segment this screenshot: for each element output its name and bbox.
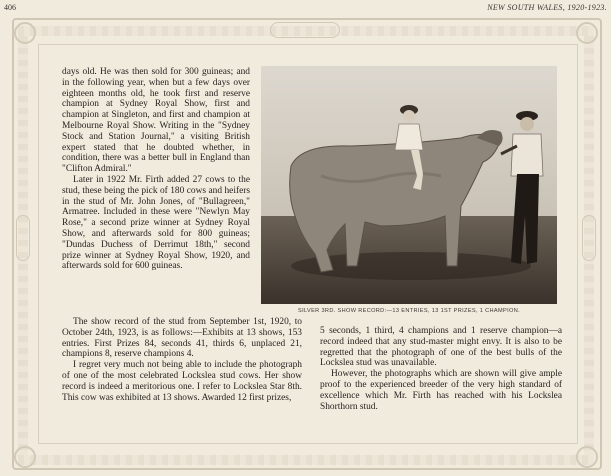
paragraph: The show record of the stud from September 1st, 1920, to October 24th, 1923, is as follows:—Exhibits at 13 shows, 153 entries. First Prizes 84, seconds 41, thirds 6, unplaced 21, champions 8, reserve champions 4.	[62, 317, 302, 360]
running-title: NEW SOUTH WALES, 1920-1923.	[487, 3, 607, 12]
left-column-text	[62, 67, 250, 272]
running-head	[4, 3, 607, 13]
paragraph: I regret very much not being able to include the photograph of one of the most celebrated Lockslea stud cows. Her show record is indeed a meritorious one. I refer to Lockslea Star 8th. This cow was exhibited at 13 shows. Awarded 12 first prizes,	[62, 360, 302, 403]
bottom-left-column-text	[62, 317, 302, 403]
bottom-right-column-text	[320, 326, 562, 412]
cow-photograph	[261, 66, 557, 304]
border-ornament-bottom	[18, 455, 594, 465]
side-ornament	[582, 215, 596, 261]
paragraph: days old. He was then sold for 300 guineas; and in the following year, when but a few days over eighteen months old, he took first and reserve champion at Sydney Royal Show, first and champion at Singleton, and first and champion at Melbourne Royal Show. Writing in the "Sydney Stock and Station Journal," a visiting British expert stated that he doubted whether, in condition, there was a better bull in England than "Clifton Admiral."	[62, 67, 250, 175]
side-ornament	[16, 215, 30, 261]
paragraph: However, the photographs which are shown will give ample proof to the experienced breeder of the very high standard of excellence which Mr. Firth has reached with his Lockslea Shorthorn stud.	[320, 369, 562, 412]
photo-caption: SILVER 3RD. SHOW RECORD:—13 ENTRIES, 13 1ST PRIZES, 1 CHAMPION.	[297, 308, 521, 314]
page-number: 406	[4, 3, 16, 12]
corner-ornament	[14, 22, 36, 44]
corner-ornament	[576, 22, 598, 44]
paragraph: Later in 1922 Mr. Firth added 27 cows to the stud, these being the pick of 180 cows and heifers in the stud of Mr. John Jones, of "Bullagreen," Armatree. Included in these were "Newlyn May Rose," a second prize winner at Sydney Royal Show, and afterwards sold for 800 guineas; "Dundas Duchess of Derrimut 18th," second prize winner at Sydney Royal Show, 1920, and afterwards sold for 600 guineas.	[62, 174, 250, 272]
corner-ornament	[14, 446, 36, 468]
paragraph: 5 seconds, 1 third, 4 champions and 1 reserve champion—a record indeed that any stud-master might envy. It is also to be regretted that the photograph of one of the best bulls of the Lockslea stud was unavailable.	[320, 326, 562, 369]
cow-with-child-and-handler-image	[261, 66, 557, 304]
top-ornament	[270, 22, 340, 38]
corner-ornament	[576, 446, 598, 468]
